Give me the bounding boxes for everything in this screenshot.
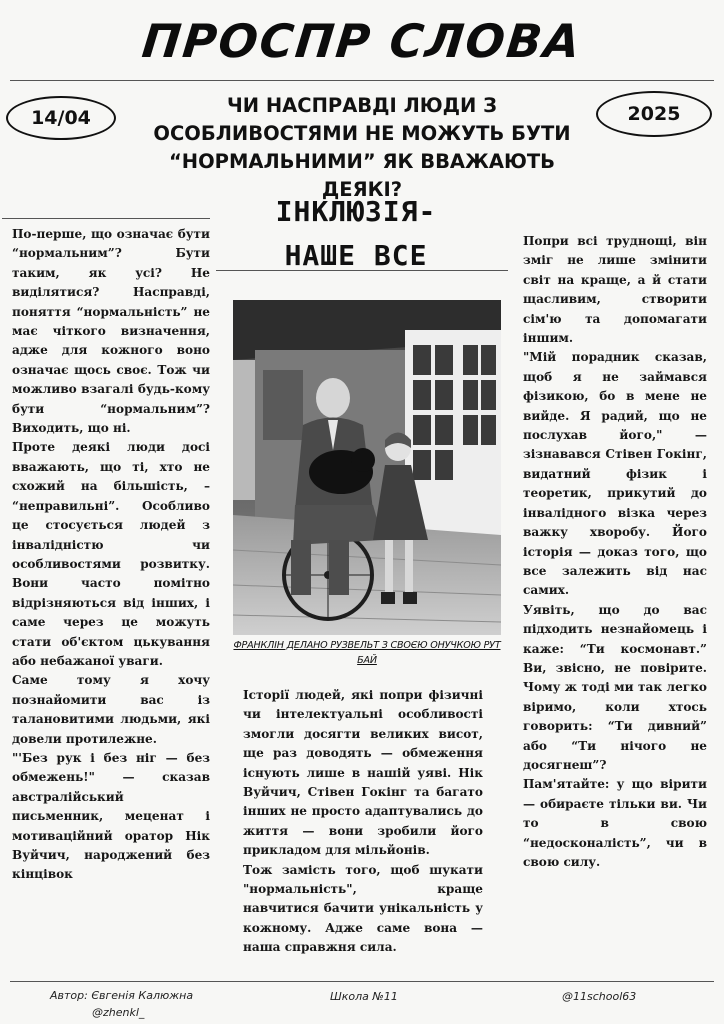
paragraph: Пам'ятайте: у що вірити — обираєте тільки ви. Чи то в свою “недосконалість”, чи в свою силу. [523, 777, 707, 869]
footer-author-handle: @zhenkl_ [92, 1006, 145, 1019]
photo-caption: ФРАНКЛІН ДЕЛАНО РУЗВЕЛЬТ З СВОЄЮ ОНУЧКОЮ РУТ БАЙ [233, 640, 501, 666]
paragraph: Уявіть, що до вас підходить незнайомець і каже: “Ти космонавт.” Ви, звісно, не повірите. Чому ж тоді ми так легко віримо, коли хтось говорить: “Ти дивний” або “Ти нічого не досягнеш”? [523, 602, 707, 772]
right-column [523, 232, 707, 872]
paragraph: Саме тому я хочу познайомити вас із талановитими людьми, які довели протилежне. [12, 673, 210, 746]
paragraph: По-перше, що означає бути “нормальним”? Бути таким, як усі? Не виділятися? Насправді, поняття “нормальність” не має чіткого визначення, адже для кожного воно означає щось своє. Тож чи можливо взагалі будь-кому бути “нормальним”? Виходить, що ні. [12, 227, 210, 436]
paragraph: "'Без рук і без ніг — без обмежень!" — сказав австралійський письменник, меценат і мотиваційний оратор Нік Вуйчич, народжений без кінцівок [12, 750, 210, 882]
bottom-divider [10, 981, 714, 982]
photo-illustration [233, 300, 501, 635]
footer-author: Автор: Євгенія Калюжна [50, 989, 194, 1002]
year-badge [596, 91, 712, 137]
paragraph: Історії людей, які попри фізичні чи інтелектуальні особливості змогли досягти великих висот, ще раз доводять — обмеження існують лише в нашій уяві. Нік Вуйчич, Стівен Гокінг та багато інших не просто адаптувались до життя — вони зробили його прикладом для мільйонів. [243, 688, 483, 858]
historic-photo [233, 300, 501, 635]
footer-school-handle: @11school63 [562, 990, 637, 1003]
section-title-line1: ІНКЛЮЗІЯ- [275, 195, 437, 228]
headline: ЧИ НАСПРАВДІ ЛЮДИ З ОСОБЛИВОСТЯМИ НЕ МОЖУТЬ БУТИ “НОРМАЛЬНИМИ” ЯК ВВАЖАЮТЬ ДЕЯКІ? [153, 94, 571, 201]
paragraph: Проте деякі люди досі вважають, що ті, хто не схожий на більшість, – “неправильні”. Особливо це стосується людей з інвалідністю чи особливостями розвитку. Вони часто помітно відрізняються від інших, і саме через це можуть стати об'єктом цькування або небажаної уваги. [12, 440, 210, 668]
paragraph: Попри всі труднощі, він зміг не лише змінити світ на краще, а й стати щасливим, створити сім'ю та допомагати іншим. [523, 234, 707, 346]
masthead-title: ПРОСПР СЛОВА [139, 14, 585, 68]
footer-school: Школа №11 [330, 990, 398, 1003]
section-title [222, 190, 490, 278]
left-title-rule [2, 218, 210, 219]
year-text: 2025 [627, 103, 681, 125]
left-column [12, 225, 210, 885]
date-text: 14/04 [31, 107, 91, 129]
paragraph: Тож замість того, щоб шукати "нормальність", краще навчитися бачити унікальність у кожному. Адже саме вона — наша справжня сила. [243, 862, 483, 955]
center-column [243, 686, 483, 958]
date-badge [6, 96, 116, 140]
top-divider [10, 80, 714, 81]
paragraph: "Мій порадник сказав, щоб я не займався фізикою, бо в мене не вийде. Я радий, що не послухав його," — зізнавався Стівен Гокінг, видатний фізик і теоретик, прикутий до інвалідного візка через важку хворобу. Його історія — доказ того, що все залежить від нас самих. [523, 350, 707, 598]
section-title-line2: НАШЕ ВСЕ [284, 239, 428, 272]
